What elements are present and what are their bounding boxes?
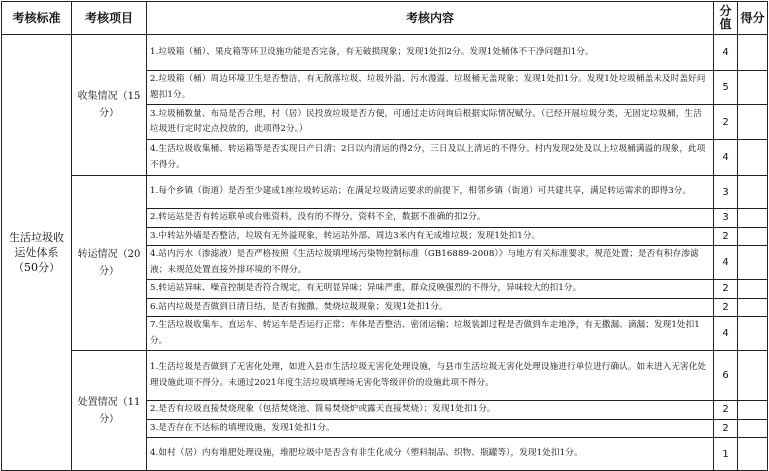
score-cell[interactable] [738, 351, 768, 401]
score-cell[interactable] [738, 176, 768, 209]
points-value: 4 [714, 35, 738, 71]
criteria-text: 3.是否存在不达标的填埋设施，发现1处扣1分。 [147, 419, 714, 438]
criteria-text: 6.站内垃圾是否做到日清日结，是否有抛撒、焚烧垃圾现象；发现1处扣1分。 [147, 298, 714, 317]
points-value: 3 [714, 209, 738, 228]
group-label-collection: 收集情况（15分） [72, 35, 147, 176]
points-value: 2 [714, 105, 738, 140]
points-value: 6 [714, 351, 738, 401]
points-value: 2 [714, 227, 738, 246]
header-score: 得分 [738, 2, 768, 35]
points-value: 2 [714, 419, 738, 438]
score-cell[interactable] [738, 298, 768, 317]
criteria-text: 2.是否有垃圾直接焚烧现象（包括焚烧池、简易焚烧炉或露天直接焚烧）；发现1处扣1分。 [147, 401, 714, 420]
criteria-text: 1.垃圾箱（桶）、果皮箱等环卫设施功能是否完备，有无破损现象；发现1处扣2分。发现1处桶体不干净问题扣1分。 [147, 35, 714, 71]
criteria-text: 1.每个乡镇（街道）是否至少建成1座垃圾转运站；在满足垃圾清运要求的前提下，相邻乡镇（街道）可共建共享，满足转运需求的即得3分。 [147, 176, 714, 209]
header-standard: 考核标准 [2, 2, 72, 35]
points-value: 4 [714, 246, 738, 280]
points-value: 4 [714, 317, 738, 351]
criteria-text: 7.生活垃圾收集车、直运车、转运车是否运行正常；车体是否整洁、密闭运输；垃圾装卸过程是否做到车走地净，有无撒漏、滴漏；发现1处扣1分。 [147, 317, 714, 351]
points-value: 1 [714, 438, 738, 471]
score-cell[interactable] [738, 227, 768, 246]
score-cell[interactable] [738, 209, 768, 228]
score-cell[interactable] [738, 401, 768, 420]
score-cell[interactable] [738, 317, 768, 351]
header-content: 考核内容 [147, 2, 714, 35]
criteria-text: 1.生活垃圾是否做到了无害化处理，如进入县市生活垃圾无害化处理设施，与县市生活垃圾无害化处理设施进行单位进行确认。如未进入无害化处理设施此项不得分。未通过2021年度生活垃圾填埋场无害化等级评价的设施此项不得分。 [147, 351, 714, 401]
points-value: 2 [714, 298, 738, 317]
group-label-disposal: 处置情况（11分） [72, 351, 147, 471]
header-points: 分值 [714, 2, 738, 35]
header-item: 考核项目 [72, 2, 147, 35]
category-label: 生活垃圾收运处体系（50分） [2, 35, 72, 471]
score-cell[interactable] [738, 35, 768, 71]
criteria-text: 2.转运站是否有转运联单或台账资料，没有的不得分，资料不全，数据不准确的扣2分。 [147, 209, 714, 228]
criteria-text: 2.垃圾箱（桶）周边环境卫生是否整洁，有无散落垃圾、垃圾外溢、污水漫溢、垃圾桶无盖现象；发现1处扣1分。发现1处垃圾桶盖未及时盖好问题扣1分。 [147, 71, 714, 105]
score-cell[interactable] [738, 246, 768, 280]
points-value: 4 [714, 140, 738, 176]
score-cell[interactable] [738, 71, 768, 105]
points-value: 3 [714, 176, 738, 209]
criteria-text: 4.站内污水（渗滤液）是否严格按照《生活垃圾填埋场污染物控制标准（GB16889-2008）》与地方有关标准要求，规范处置；是否有积存渗滤液；未规范处置直接外排环境的不得分。 [147, 246, 714, 280]
criteria-text: 3.垃圾桶数量、布局是否合理，村（居）民投放垃圾是否方便，可通过走访问询后根据实际情况赋分。（已经开展垃圾分类，无固定垃圾桶，生活垃圾进行定时定点投放的，此项得2分。） [147, 105, 714, 140]
criteria-text: 5.转运站异味、噪音控制是否符合规定，有无明显异味；异味严重，群众反映强烈的不得分，异味较大的扣1分。 [147, 280, 714, 299]
assessment-table [1, 1, 768, 471]
points-value: 5 [714, 71, 738, 105]
criteria-text: 4.生活垃圾收集桶、转运箱等是否实现日产日清；2日以内清运的得2分，三日及以上清运的不得分。村内发现2处及以上垃圾桶满溢的现象，此项不得分。 [147, 140, 714, 176]
points-value: 2 [714, 280, 738, 299]
score-cell[interactable] [738, 438, 768, 471]
criteria-text: 4.如村（居）内有堆肥处理设施，堆肥垃圾中是否含有非生化成分（塑料制品、织物、瓶罐等），发现1处扣1分。 [147, 438, 714, 471]
points-value: 2 [714, 401, 738, 420]
score-cell[interactable] [738, 419, 768, 438]
score-cell[interactable] [738, 105, 768, 140]
score-cell[interactable] [738, 140, 768, 176]
score-cell[interactable] [738, 280, 768, 299]
criteria-text: 3.中转站外墙是否整洁，垃圾有无外溢现象，转运站外部、周边3米内有无成堆垃圾；发现1处扣1分。 [147, 227, 714, 246]
group-label-transfer: 转运情况（20分） [72, 176, 147, 351]
